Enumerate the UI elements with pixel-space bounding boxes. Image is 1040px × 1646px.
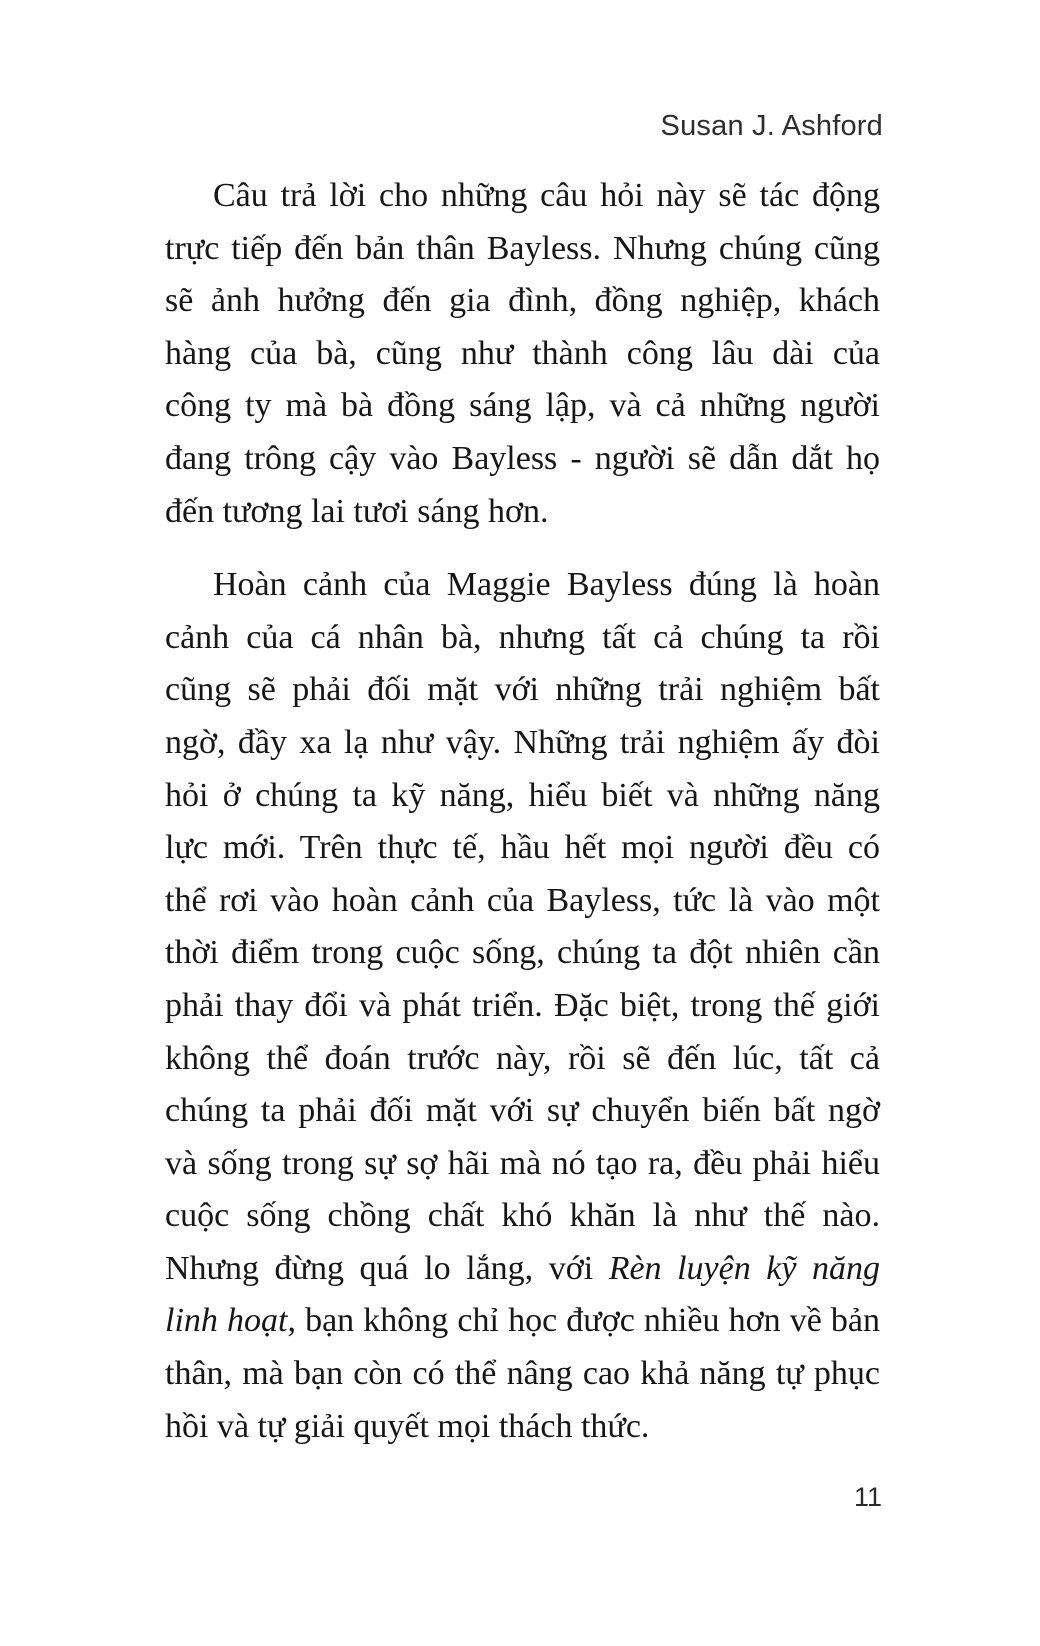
text-line xyxy=(165,1033,880,1086)
paragraph xyxy=(165,170,880,538)
book-title-italic: linh hoạt xyxy=(165,1302,288,1340)
text-line xyxy=(165,980,880,1033)
text-line xyxy=(165,875,880,928)
text-line xyxy=(165,1295,880,1348)
text-run: không thể đoán trước này, rồi sẽ đến lúc, tất cả xyxy=(165,1039,880,1077)
text-line xyxy=(165,559,880,612)
text-run: ngờ, đầy xa lạ như vậy. Những trải nghiệm ấy đòi xyxy=(165,723,880,761)
text-line xyxy=(165,170,880,223)
text-line xyxy=(165,927,880,980)
text-line xyxy=(165,380,880,433)
text-run: thời điểm trong cuộc sống, chúng ta đột nhiên cần xyxy=(165,934,880,972)
text-line xyxy=(165,717,880,770)
text-line xyxy=(165,1401,880,1454)
text-line xyxy=(165,1138,880,1191)
text-line xyxy=(165,328,880,381)
text-run: cuộc sống chồng chất khó khăn là như thế nào. xyxy=(165,1197,880,1235)
running-header-author: Susan J. Ashford xyxy=(660,110,883,142)
text-run: thể rơi vào hoàn cảnh của Bayless, tức là vào một xyxy=(165,881,880,919)
text-run: Câu trả lời cho những câu hỏi này sẽ tác động xyxy=(213,177,880,214)
book-title-italic: Rèn luyện kỹ năng xyxy=(608,1249,880,1287)
text-line xyxy=(165,275,880,328)
text-run: thân, mà bạn còn có thể nâng cao khả năng tự phục xyxy=(165,1355,880,1393)
text-line xyxy=(165,1190,880,1243)
text-line xyxy=(165,1348,880,1401)
page-number: 11 xyxy=(853,1482,882,1512)
text-run: công ty mà bà đồng sáng lập, và cả những người xyxy=(165,387,880,425)
text-line xyxy=(165,664,880,717)
text-run: cảnh của cá nhân bà, nhưng tất cả chúng ta rồi xyxy=(165,618,880,656)
text-run: hàng của bà, cũng như thành công lâu dài của xyxy=(165,334,880,372)
text-line xyxy=(165,1085,880,1138)
text-run: và sống trong sự sợ hãi mà nó tạo ra, đều phải hiểu xyxy=(165,1144,880,1182)
text-run: sẽ ảnh hưởng đến gia đình, đồng nghiệp, khách xyxy=(165,282,880,320)
text-run: , bạn không chỉ học được nhiều hơn về bản xyxy=(287,1302,880,1340)
text-run: đến tương lai tươi sáng hơn. xyxy=(165,492,549,530)
text-run: chúng ta phải đối mặt với sự chuyển biến bất ngờ xyxy=(165,1092,880,1130)
text-line xyxy=(165,770,880,823)
text-run: cũng sẽ phải đối mặt với những trải nghiệm bất xyxy=(165,671,880,709)
text-line xyxy=(165,223,880,276)
text-line xyxy=(165,612,880,665)
text-run: đang trông cậy vào Bayless - người sẽ dẫn dắt họ xyxy=(165,439,880,477)
text-run: Hoàn cảnh của Maggie Bayless đúng là hoàn xyxy=(213,566,880,604)
text-run: hồi và tự giải quyết mọi thách thức. xyxy=(165,1407,650,1445)
text-line xyxy=(165,1243,880,1296)
text-line xyxy=(165,486,880,539)
paragraph xyxy=(165,559,880,1453)
text-run: Nhưng đừng quá lo lắng, với xyxy=(165,1249,609,1287)
text-line xyxy=(165,433,880,486)
text-run: lực mới. Trên thực tế, hầu hết mọi người đều có xyxy=(165,829,880,867)
text-run: trực tiếp đến bản thân Bayless. Nhưng chúng cũng xyxy=(165,229,880,267)
text-run: phải thay đổi và phát triển. Đặc biệt, trong thế giới xyxy=(165,986,880,1024)
text-run: hỏi ở chúng ta kỹ năng, hiểu biết và những năng xyxy=(165,776,880,814)
body-text-block xyxy=(165,170,880,1453)
text-line xyxy=(165,822,880,875)
